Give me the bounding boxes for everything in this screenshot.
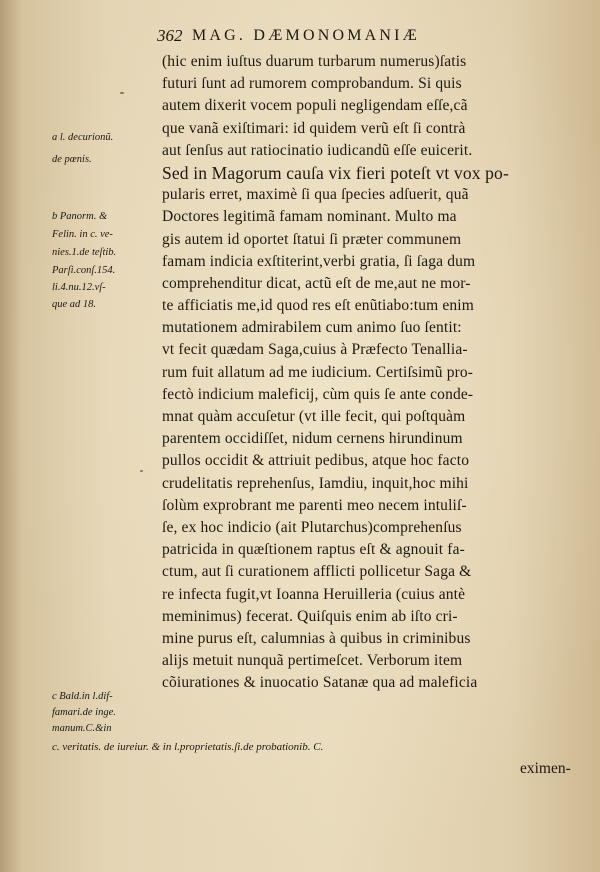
text-line: alijs metuit nunquã pertimeſcet. Verborum item [162, 652, 463, 670]
main-text-block [162, 51, 582, 694]
text-line: vt fecit quædam Saga,cuius à Præfecto Tenallia- [162, 341, 468, 359]
text-line: meminimus) fecerat. Quiſquis enim ab iſto cri- [162, 607, 458, 625]
text-line: Sed in Magorum cauſa vix fieri poteſt vt vox po- [162, 162, 509, 183]
margin-note: de pœnis. [52, 154, 92, 165]
ink-speck [120, 92, 124, 94]
text-line: que vanã exiſtimari: id quidem verũ eſt ſi contrà [162, 119, 466, 137]
margin-note: Felin. in c. ve- [52, 229, 113, 240]
binding-shadow [0, 0, 22, 872]
text-line: gis autem id oportet ſtatui ſi præter communem [162, 230, 462, 248]
text-line: famam indicia exſtiterint,verbi gratia, ſi ſaga dum [162, 252, 476, 270]
text-line: mnat quàm accuſetur (vt ille fecit, qui poſtquàm [162, 408, 466, 425]
text-line: parentem occidiſſet, nidum cernens hirundinum [162, 430, 463, 448]
text-line: (hic enim iuſtus duarum turbarum numerus)ſatis [162, 53, 467, 70]
ink-speck [140, 470, 143, 472]
text-line: pularis erret, maximè ſi qua ſpecies adſuerit, quã [162, 186, 469, 204]
text-line: cõiurationes & inuocatio Satanæ qua ad maleficia [162, 674, 478, 692]
text-line: futuri ſunt ad rumorem comprobandum. Si quis [162, 75, 462, 93]
citation-line: c. veritatis. de iureiur. & in l.proprietatis.ſi.de probationib. C. [52, 741, 324, 753]
text-line: te afficiatis me,id quod res eſt enũtiabo:tum enim [162, 297, 474, 315]
text-line: re infecta fugit,vt Ioanna Heruilleria (cuius antè [162, 585, 466, 603]
margin-note: li.4.nu.12.vſ- [52, 282, 106, 293]
text-line: patricida in quæſtionem raptus eſt & agnouit fa- [162, 541, 465, 559]
text-line: fectò indicium maleficij, cùm quis ſe ante conde- [162, 385, 474, 403]
margin-note: nies.1.de teſtib. [52, 247, 117, 258]
text-line: pullos occidit & attriuit pedibus, atque hoc facto [162, 452, 470, 470]
margin-note: manum.C.&in [52, 723, 112, 734]
text-line: comprehenditur dicat, actũ eſt de me,aut ne mor- [162, 274, 471, 292]
text-line: mutationem admirabilem cum animo ſuo ſentit: [162, 319, 462, 337]
margin-note: c Bald.in l.dif- [52, 691, 113, 702]
text-line: ctum, aut ſi curationem afflicti pollicetur Saga & [162, 563, 472, 581]
page-header [0, 26, 600, 50]
text-line: rum fuit allatum ad me iudicium. Certiſsimũ pro- [162, 363, 474, 381]
margin-note: que ad 18. [52, 299, 97, 310]
margin-note: famari.de inge. [52, 707, 116, 718]
text-line: ſe, ex hoc indicio (ait Plutarchus)comprehenſus [162, 518, 462, 536]
margin-note: a l. decurionũ. [52, 132, 114, 143]
catchword: eximen- [520, 760, 571, 777]
running-head: MAG. DÆMONOMANIÆ [192, 27, 421, 44]
margin-note: b Panorm. & [52, 211, 108, 222]
text-line: mine purus eſt, calumnias à quibus in criminibus [162, 629, 471, 647]
text-line: aut ſenſus aut ratiocinatio iudicandũ eſſe euicerit. [162, 141, 473, 159]
text-line: ſolùm exprobrant me parenti meo necem intuliſ- [162, 496, 467, 514]
text-line: autem dixerit vocem populi negligendam eſſe,cã [162, 97, 468, 115]
text-line: crudelitatis reprehenſus, Iamdiu, inquit,hoc mihi [162, 474, 469, 492]
text-line: Doctores legitimã famam nominant. Multo ma [162, 208, 457, 226]
margin-note: Parſi.conſ.154. [52, 265, 116, 276]
page-number: 362 [157, 26, 183, 45]
